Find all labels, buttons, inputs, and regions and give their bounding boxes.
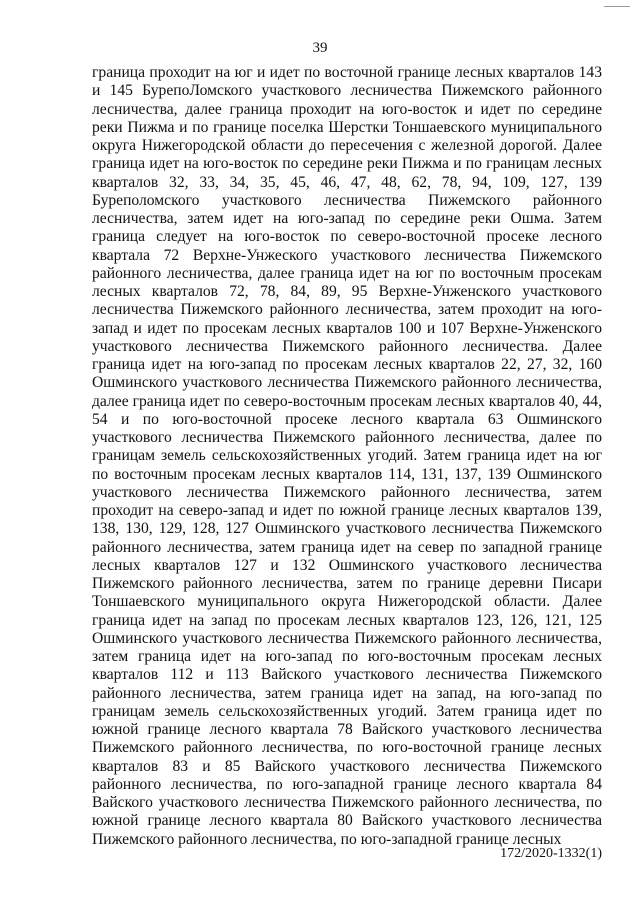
- page-number: 39: [312, 40, 328, 56]
- scan-edge-mark: [604, 6, 630, 7]
- document-code: 172/2020-1332(1): [500, 846, 602, 861]
- body-paragraph: граница проходит на юг и идет по восточной границе лесных кварталов 143 и 145 БурепоЛомского участкового лесничества Пижемского районного лесничества, далее граница проходит на юго-восток и идет по середине реки Пижма и по границе поселка Шерстки Тоншаевского муниципального округа Нижегородской области до пересечения с железной дорогой. Далее граница идет на юго-восток по середине реки Пижма и по границам лесных кварталов 32, 33, 34, 35, 45, 46, 47, 48, 62, 78, 94, 109, 127, 139 Буреполомского участкового лесничества Пижемского районного лесничества, затем идет на юго-запад по середине реки Ошма. Затем граница следует на юго-восток по северо-восточной просеке лесного квартала 72 Верхне-Унжеского участкового лесничества Пижемского районного лесничества, далее граница идет на юг по восточным просекам лесных кварталов 72, 78, 84, 89, 95 Верхне-Унженского участкового лесничества Пижемского районного лесничества, затем проходит на юго-запад и идет по просекам лесных кварталов 100 и 107 Верхне-Унженского участкового лесничества Пижемского районного лесничества. Далее граница идет на юго-запад по просекам лесных кварталов 22, 27, 32, 160 Ошминского участкового лесничества Пижемского районного лесничества, далее граница идет по северо-восточным просекам лесных кварталов 40, 44, 54 и по юго-восточной просеке лесного квартала 63 Ошминского участкового лесничества Пижемского районного лесничества, далее по границам земель сельскохозяйственных угодий. Затем граница идет на юг по восточным просекам лесных кварталов 114, 131, 137, 139 Ошминского участкового лесничества Пижемского районного лесничества, затем проходит на северо-запад и идет по южной границе лесных кварталов 139, 138, 130, 129, 128, 127 Ошминского участкового лесничества Пижемского районного лесничества, затем граница идет на север по западной границе лесных кварталов 127 и 132 Ошминского участкового лесничества Пижемского районного лесничества, затем по границе деревни Писари Тоншаевского муниципального округа Нижегородской области. Далее граница идет на запад по просекам лесных кварталов 123, 126, 121, 125 Ошминского участкового лесничества Пижемского районного лесничества, затем граница идет на юго-запад по юго-восточным просекам лесных кварталов 112 и 113 Вайского участкового лесничества Пижемского районного лесничества, затем граница идет на запад, на юго-запад по границам земель сельскохозяйственных угодий. Затем граница идет по южной границе лесного квартала 78 Вайского участкового лесничества Пижемского районного лесничества, по юго-восточной границе лесных кварталов 83 и 85 Вайского участкового лесничества Пижемского районного лесничества, по юго-западной границе лесного квартала 84 Вайского участкового лесничества Пижемского районного лесничества, по южной границе лесного квартала 80 Вайского участкового лесничества Пижемского районного лесничества, по юго-западной границе лесных: [92, 64, 602, 848]
